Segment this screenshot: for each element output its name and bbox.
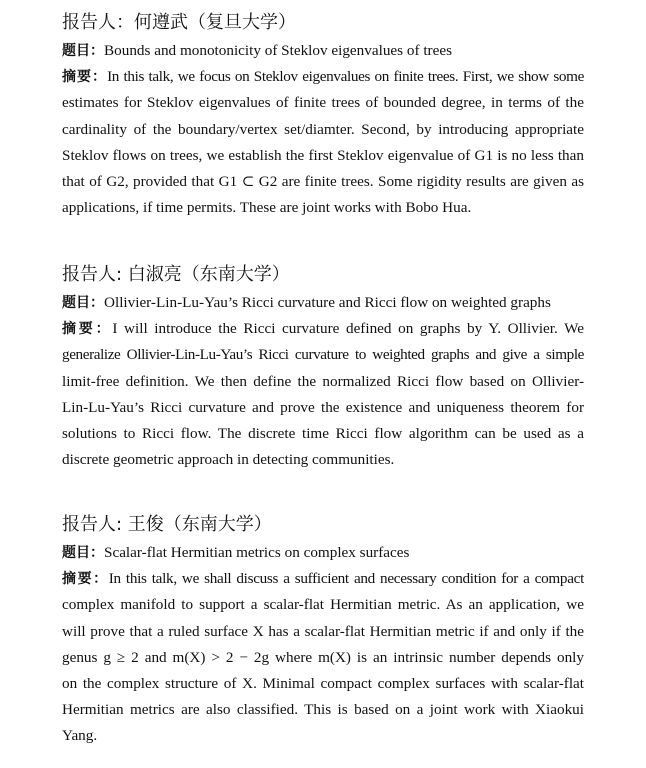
abstract-line	[62, 64, 584, 90]
talk-title	[62, 38, 584, 64]
title-prefix: 题目：	[62, 545, 104, 561]
abstract-line: discrete geometric approach in detecting communities.	[62, 451, 395, 469]
abstract-line: that of G2, provided that G1 ⊂ G2 are finite trees. Some rigidity results are given as	[62, 172, 584, 190]
title-prefix: 题目：	[62, 295, 104, 311]
speaker-heading	[62, 262, 584, 288]
abstract-line: Hermitian metrics are also classified. This is based on a joint work with Xiaokui	[62, 701, 584, 719]
abstract-prefix: 摘要：	[62, 571, 109, 588]
talk-1	[62, 10, 584, 221]
abstract	[62, 566, 584, 749]
speaker-prefix: 报告人:	[62, 514, 128, 535]
speaker-heading	[62, 512, 584, 538]
abstract-line: Yang.	[62, 727, 98, 745]
abstract-line: estimates for Steklov eigenvalues of finite trees of bounded degree, in terms of the	[62, 94, 584, 112]
abstract-line: solutions to Ricci flow. The discrete time Ricci flow algorithm can be used as a	[62, 424, 584, 442]
abstract-line	[62, 316, 584, 342]
abstract-text: I will introduce the Ricci curvature defined on graphs by Y. Ollivier. We	[112, 320, 584, 338]
abstract	[62, 316, 584, 473]
abstract-line: applications, if time permits. These are joint works with Bobo Hua.	[62, 199, 472, 217]
abstract-prefix: 摘要：	[62, 69, 108, 86]
abstract-text: In this talk, we shall discuss a sufficient and necessary condition for a compact	[108, 570, 584, 588]
speaker-prefix: 报告人：	[62, 12, 134, 33]
abstract-line: Steklov flows on trees, we establish the first Steklov eigenvalue of G1 is no less than	[62, 146, 584, 164]
abstract-line: cardinality of the boundary/vertex set/diamter. Second, by introducing appropriate	[62, 120, 584, 138]
talk-3	[62, 512, 584, 750]
abstract-line: generalize Ollivier-Lin-Lu-Yau’s Ricci curvature to weighted graphs and give a simple	[62, 346, 584, 364]
abstract-prefix: 摘要：	[62, 321, 113, 338]
talk-title	[62, 290, 584, 316]
abstract-line: complex manifold to support a scalar-flat Hermitian metric. As an application, we	[62, 596, 584, 614]
title-text: Bounds and monotonicity of Steklov eigenvalues of trees	[104, 42, 452, 59]
abstract-line	[62, 566, 584, 592]
title-text: Scalar-flat Hermitian metrics on complex surfaces	[104, 544, 410, 561]
abstract-text: In this talk, we focus on Steklov eigenvalues on finite trees. First, we show some	[107, 68, 584, 86]
title-prefix: 题目：	[62, 43, 104, 59]
abstract-line: will prove that a ruled surface X has a scalar-flat Hermitian metric if and only if the	[62, 622, 584, 640]
speaker-prefix: 报告人:	[62, 264, 128, 285]
abstract-line: genus g ≥ 2 and m(X) > 2 − 2g where m(X) is an intrinsic number depends only	[62, 648, 584, 666]
abstract-line: Lin-Lu-Yau’s Ricci curvature and prove the existence and uniqueness theorem for	[62, 398, 584, 416]
abstract	[62, 64, 584, 221]
speaker-name: 王俊（东南大学）	[127, 514, 272, 535]
speaker-heading	[62, 10, 584, 36]
abstract-line: limit-free definition. We then define the normalized Ricci flow based on Ollivier-	[62, 372, 584, 390]
title-text: Ollivier-Lin-Lu-Yau’s Ricci curvature and Ricci flow on weighted graphs	[104, 294, 551, 311]
speaker-name: 何遵武（复旦大学）	[134, 12, 296, 33]
talk-title	[62, 540, 584, 566]
abstract-line: on the complex structure of X. Minimal compact complex surfaces with scalar-flat	[62, 674, 584, 692]
speaker-name: 白淑亮（东南大学）	[127, 264, 290, 285]
talk-2	[62, 262, 584, 473]
